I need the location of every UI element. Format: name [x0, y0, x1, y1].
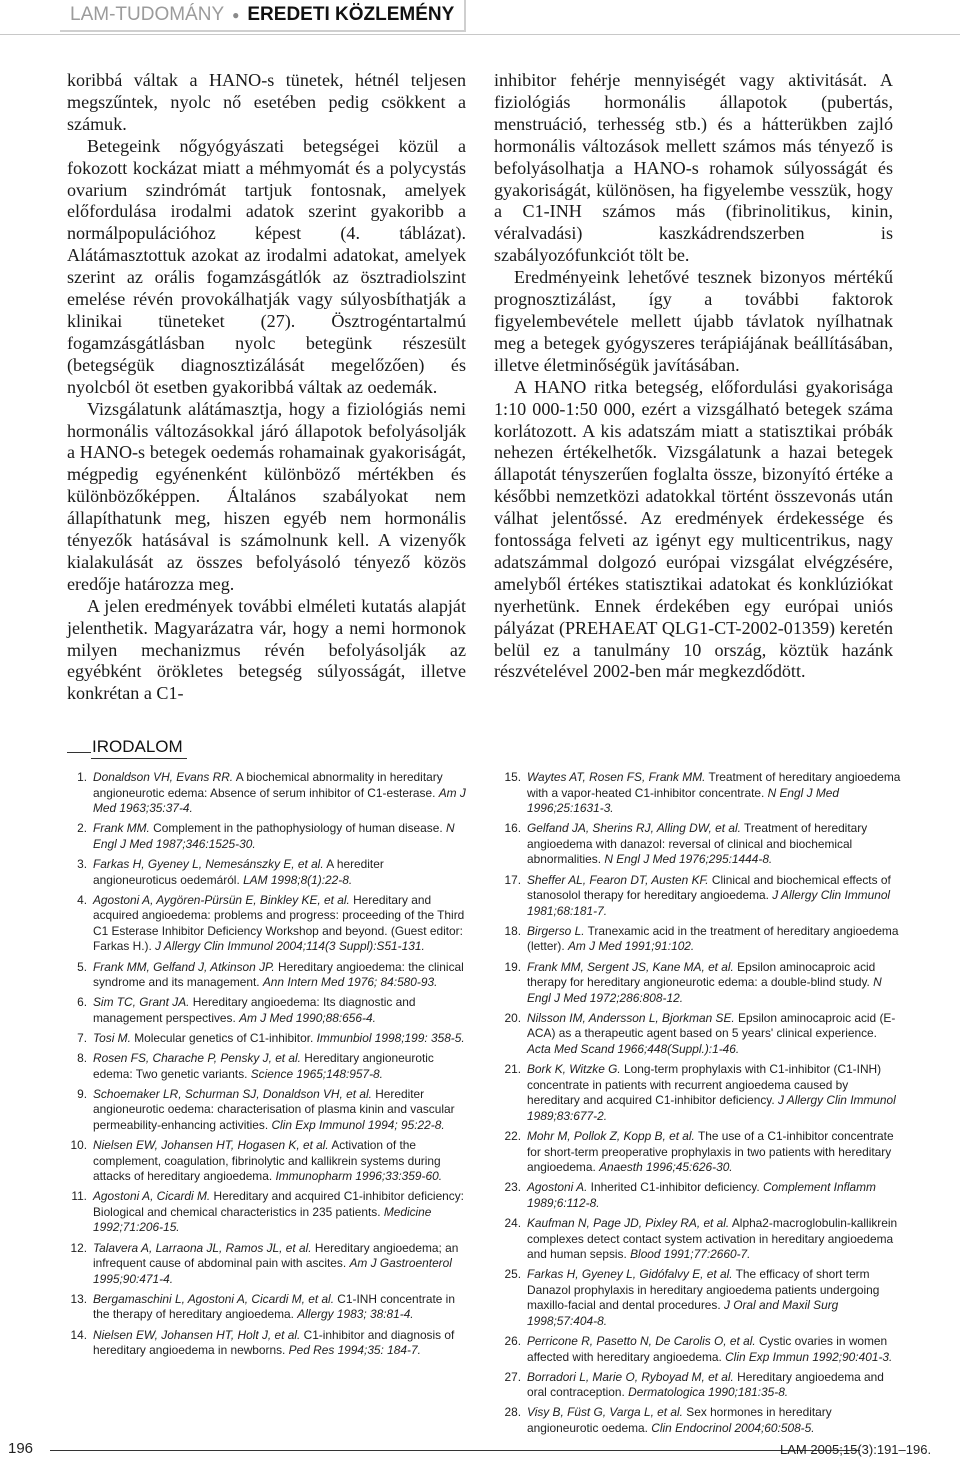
reference-list — [67, 770, 903, 1441]
reference-authors: Farkas H, Gyeney L, Nemesánszky E, et al. — [93, 856, 324, 871]
journal-section: LAM-TUDOMÁNY — [70, 4, 225, 25]
reference-source: LAM 1998;8(1):22-8. — [243, 872, 353, 887]
reference-source: Anaesth 1996;45:626-30. — [599, 1160, 733, 1175]
reference-number: 12. — [70, 1240, 87, 1255]
reference-title: Herediter angioneurotic oedema: characterisation of plasma kinin and vascular permeability-enhancing activities. — [93, 1086, 455, 1132]
reference-item — [67, 1189, 469, 1236]
reference-source: Am J Gastroenterol 1995;90:471-4. — [93, 1256, 452, 1286]
journal-header — [0, 0, 960, 36]
reference-authors: Frank MM. — [93, 821, 150, 836]
reference-source: N Engl J Med 1976;295:1444-8. — [604, 852, 773, 867]
reference-item — [67, 893, 469, 955]
reference-title: Molecular genetics of C1-inhibitor. — [130, 1030, 317, 1045]
bullet-separator: ● — [232, 8, 240, 22]
reference-column-right — [501, 770, 903, 1441]
reference-title: Inherited C1-inhibitor deficiency. — [587, 1180, 763, 1195]
reference-item — [67, 1138, 469, 1185]
reference-number: 22. — [504, 1128, 521, 1143]
reference-source: Medicine 1992;71:206-15. — [93, 1204, 432, 1235]
reference-title: A biochemical abnormality in hereditary angioneurotic edema: Absence of serum inhibitor of C1-esterase. — [93, 770, 443, 800]
header-label-box — [60, 0, 466, 32]
reference-title: Tranexamic acid in the treatment of hereditary angioedema (letter). — [527, 923, 899, 954]
reference-source: Am J Med 1991;91:102. — [567, 939, 695, 954]
reference-item — [501, 770, 903, 817]
reference-column-left — [67, 770, 469, 1441]
reference-authors: Schoemaker LR, Schurman SJ, Donaldson VH, et al. — [93, 1086, 372, 1101]
reference-source: Clin Exp Immunol 1994; 95:22-8. — [271, 1117, 445, 1132]
reference-number: 15. — [504, 770, 521, 784]
reference-source: Complement Inflamm 1989;6:112-8. — [527, 1180, 876, 1210]
body-paragraph: Betegeink nőgyógyászati betegségei közül a fokozott kockázat miatt a méhmyomát és a polycystás ovarium szindrómát tartjuk fontosnak, amelyek előfordulása irodalmi adatok szerint gyakoribb a normálpopulációhoz képest (4. táblázat). Alátámasztottuk azokat az irodalmi adatokat, amelyek szerint az orális fogamzásgátlók az ösztradiolszint emelése révén provokálhatják vagy súlyosbíthatják a klinikai tüneteket (27). Ösztrogéntartalmú fogamzásgátlásban nyolc betegünk részesült (betegségük diagnosztizálását megelőzően) és nyolcból öt esetben gyakoribbá váltak az oedemák. — [67, 135, 466, 397]
reference-authors: Bergamaschini L, Agostoni A, Cicardi M, et al. — [93, 1291, 334, 1306]
reference-title: The use of a C1-inhibitor concentrate for short-term preoperative prophylaxis in two patients with hereditary angioedema. — [527, 1128, 894, 1175]
reference-number: 16. — [504, 821, 521, 836]
reference-item — [501, 1370, 903, 1401]
reference-title: Epsilon aminocaproic acid (E-ACA) as a therapeutic agent based on 5 years' clinical experience. — [527, 1010, 896, 1041]
reference-authors: Perricone R, Pasetto N, De Carolis O, et al. — [527, 1334, 756, 1349]
footer-rule — [50, 1450, 860, 1451]
reference-item — [501, 1334, 903, 1365]
reference-number: 21. — [504, 1062, 521, 1077]
reference-title: Epsilon aminocaproic acid therapy for hereditary angioneurotic edema: a double-blind study. — [527, 959, 876, 990]
reference-item — [67, 770, 469, 817]
reference-source: Allergy 1983; 38:81-4. — [297, 1307, 414, 1322]
reference-title: Activation of the complement, coagulation, fibrinolytic and kallikrein systems during attacks of hereditary angioedema. — [93, 1137, 441, 1184]
reference-source: Blood 1991;77:2660-7. — [630, 1247, 751, 1262]
reference-number: 7. — [77, 1030, 87, 1045]
reference-authors: Agostoni A, Cicardi M. — [93, 1189, 211, 1204]
reference-authors: Agostoni A. — [527, 1180, 588, 1195]
reference-item — [501, 821, 903, 868]
reference-title: Clinical and biochemical effects of stanosolol therapy for hereditary angioedema. — [527, 872, 891, 903]
reference-item — [501, 1216, 903, 1263]
reference-number: 17. — [504, 872, 521, 887]
reference-number: 9. — [77, 1086, 87, 1101]
reference-number: 8. — [77, 1051, 87, 1065]
reference-authors: Birgerso L. — [527, 923, 585, 938]
reference-item — [67, 1241, 469, 1288]
reference-authors: Sim TC, Grant JA. — [93, 995, 190, 1010]
reference-item — [67, 1087, 469, 1134]
reference-authors: Gelfand JA, Sherins RJ, Alling DW, et al. — [527, 821, 741, 836]
reference-source: J Oral and Maxil Surg 1998;57:404-8. — [527, 1298, 839, 1328]
reference-item — [67, 857, 469, 888]
page-number: 196 — [8, 1440, 34, 1457]
reference-title: Treatment of hereditary angioedema with danazol: reversal of clinical and biochemical abnormalities. — [527, 821, 868, 867]
reference-authors: Borradori L, Marie O, Ryboyad M, et al. — [527, 1369, 734, 1384]
reference-source: Dermatologica 1990;181:35-8. — [628, 1385, 789, 1400]
references-heading — [67, 736, 207, 760]
reference-item — [501, 873, 903, 920]
reference-authors: Farkas H, Gyeney L, Gidófalvy E, et al. — [527, 1267, 733, 1282]
page-footer — [0, 1428, 960, 1472]
reference-authors: Rosen FS, Charache P, Pensky J, et al. — [93, 1051, 301, 1065]
body-paragraph: Eredményeink lehetővé tesznek bizonyos mértékű prognosztizálást, így a további faktorok figyelembevétele mellett újabb távlatok nyílhatnak meg a betegek gyógyszeres terápiájának beállításában, illetve életminőségük javításában. — [494, 267, 893, 375]
reference-source: Clin Exp Immun 1992;90:401-3. — [725, 1349, 893, 1364]
reference-authors: Talavera A, Larraona JL, Ramos JL, et al. — [93, 1240, 312, 1255]
reference-source: Science 1965;148:957-8. — [250, 1066, 383, 1081]
reference-item — [67, 1328, 469, 1359]
reference-number: 2. — [77, 821, 87, 836]
reference-source: J Allergy Clin Immunol 2004;114(3 Suppl):S51-131. — [155, 939, 425, 954]
reference-title: Hereditary angioedema and oral contraception. — [527, 1369, 884, 1400]
reference-source: Immunopharm 1996;33:359-60. — [275, 1169, 443, 1184]
reference-title: Hereditary and acquired C1-inhibitor deficiency: Biological and chemical characteristics in 235 patients. — [93, 1189, 464, 1219]
reference-item — [67, 1292, 469, 1323]
body-paragraph: A jelen eredmények további elméleti kutatás alapját jelenthetik. Magyarázatra vár, hogy a nemi hormonok milyen mechanizmus révén befolyásolják az egyébként örökletes betegség súlyosságát, illetve konkrétan a C1- — [67, 595, 466, 704]
reference-authors: Bork K, Witzke G. — [527, 1062, 621, 1077]
reference-item — [501, 1062, 903, 1124]
reference-item — [501, 960, 903, 1007]
reference-title: A herediter angioneuroticus oedemáról. — [93, 856, 384, 887]
reference-item — [67, 960, 469, 991]
reference-number: 18. — [504, 923, 521, 938]
body-paragraph: inhibitor fehérje mennyiségét vagy aktivitását. A fiziológiás hormonális állapotok (pubertás, menstruáció, terhesség stb.) és a hátterükben zajló hormonális változások mellett számos más tényező is befolyásolhatja a HANO-s rohamok súlyosságát és gyakoriságát, különösen, ha figyelembe vesszük, hogy a C1-INH számos más (fibrinolitikus, kinin, véralvadási) kaszkádrendszerben is szabályozófunkciót tölt be. — [494, 70, 893, 266]
reference-number: 28. — [504, 1405, 521, 1420]
reference-authors: Donaldson VH, Evans RR. — [93, 770, 234, 784]
reference-source: Immunbiol 1998;199: 358-5. — [316, 1030, 465, 1045]
reference-item — [67, 1051, 469, 1082]
reference-source: Am J Med 1963;35:37-4. — [93, 785, 466, 816]
reference-number: 3. — [77, 856, 87, 871]
reference-number: 4. — [77, 892, 87, 907]
reference-item — [501, 1011, 903, 1058]
reference-title: C1-INH concentrate in the therapy of hereditary angioedema. — [93, 1291, 455, 1322]
reference-number: 23. — [504, 1180, 521, 1195]
reference-number: 26. — [504, 1334, 521, 1349]
reference-authors: Nilsson IM, Andersson L, Bjorkman SE. — [527, 1010, 735, 1025]
reference-title: The efficacy of short term Danazol prophylaxis in hereditary angioedema patients undergoing maxillo-facial and dental procedures. — [527, 1267, 880, 1313]
reference-number: 25. — [504, 1267, 521, 1282]
heading-rule — [67, 752, 91, 753]
reference-authors: Nielsen EW, Johansen HT, Holt J, et al. — [93, 1327, 301, 1342]
body-paragraph: koribbá váltak a HANO-s tünetek, hétnél teljesen megszűntek, nyolc nő esetében pedig csökkent a számuk. — [67, 70, 466, 134]
reference-title: Sex hormones in hereditary angioneurotic oedema. — [527, 1405, 832, 1436]
reference-source: N Engl J Med 1972;286:808-12. — [527, 975, 882, 1005]
reference-number: 20. — [504, 1010, 521, 1025]
body-column-right — [494, 70, 893, 705]
reference-authors: Nielsen EW, Johansen HT, Hogasen K, et al. — [93, 1137, 329, 1152]
reference-item — [501, 1129, 903, 1176]
reference-number: 27. — [504, 1369, 521, 1384]
reference-number: 19. — [504, 959, 521, 974]
reference-source: Acta Med Scand 1966;448(Suppl.):1-46. — [527, 1042, 740, 1056]
reference-title: Cystic ovaries in women affected with hereditary angioedema. — [527, 1334, 888, 1364]
reference-number: 24. — [504, 1215, 521, 1230]
reference-authors: Waytes AT, Rosen FS, Frank MM. — [527, 770, 706, 784]
reference-authors: Kaufman N, Page JD, Pixley RA, et al. — [527, 1215, 730, 1230]
reference-number: 13. — [70, 1291, 87, 1306]
reference-title: Complement in the pathophysiology of human disease. — [149, 821, 446, 836]
reference-source: Am J Med 1990;88:656-4. — [239, 1010, 376, 1025]
references-title: IRODALOM — [91, 736, 187, 759]
reference-source: N Engl J Med 1987;346:1525-30. — [93, 821, 455, 851]
reference-title: Hereditary and acquired angioedema: problems and progress: proceeding of the Third C1 Esterase Inhibitor Deficiency Workshop and beyond. (Guest editor: Farkas H.). — [93, 892, 465, 954]
reference-number: 6. — [77, 995, 87, 1010]
reference-item — [501, 1180, 903, 1211]
reference-source: Clin Endocrinol 2004;60:508-5. — [651, 1421, 815, 1436]
reference-authors: Agostoni A, Aygören-Pürsün E, Binkley KE, et al. — [93, 892, 350, 907]
reference-number: 11. — [71, 1189, 87, 1204]
body-paragraph: Vizsgálatunk alátámasztja, hogy a fiziológiás nemi hormonális változásokkal járó állapotok befolyásolják a HANO-s betegek oedemás rohamainak gyakoriságát, mégpedig egyénenként különböző mértékben és különbözőképpen. Általános szabályokat nem állapíthatunk meg, hiszen egyéb nem hormonális tényezők hatásával is számolnunk kell. A vizenyők kialakulását az összes befolyásoló tényező közös eredője határozza meg. — [67, 398, 466, 594]
reference-authors: Frank MM, Sergent JS, Kane MA, et al. — [527, 959, 734, 974]
reference-source: J Allergy Clin Immunol 1981;68:181-7. — [527, 888, 891, 918]
reference-title: Hereditary angioedema: Its diagnostic and management perspectives. — [93, 995, 416, 1025]
body-paragraph: A HANO ritka betegség, előfordulási gyakorisága 1:10 000-1:50 000, ezért a vizsgálható betegek száma korlátozott. A kis adatszám miatt a statisztikai próbák nehezen értékelhetők. Vizsgálatunk a hazai betegek állapotát tényszerűen foglalta össze, bizonyító értéke a későbbi nemzetközi adatokkal történt összevonás után válhat jelentőssé. Az eredmények érdekessége és fontossága felveti az igényt egy multicentrikus, nagy adatszámmal dolgozó európai vizsgálat elvégzésére, amelyből értékes statisztikai adatokat és konklúziókat nyerhetünk. Ennek érdekében egy európai uniós pályázat (PREHAEAT QLG1-CT-2002-01359) keretén belül ez a tanulmány 10 ország, köztük hazánk részvételével 2002-ben már megkezdődött. — [494, 376, 893, 682]
reference-title: Alpha2-macroglobulin-kallikrein complexes detect contact system activation in hereditary angioedema and human sepsis. — [527, 1215, 898, 1262]
body-text — [67, 70, 893, 705]
article-type: EREDETI KÖZLEMÉNY — [247, 4, 455, 25]
reference-authors: Frank MM, Gelfand J, Atkinson JP. — [93, 959, 275, 974]
reference-item — [501, 924, 903, 955]
reference-source: Ped Res 1994;35: 184-7. — [288, 1343, 421, 1358]
reference-item — [67, 995, 469, 1026]
reference-title: C1-inhibitor and diagnosis of hereditary angioedema in newborns. — [93, 1327, 455, 1358]
reference-authors: Sheffer AL, Fearon DT, Austen KF. — [527, 872, 709, 887]
reference-authors: Mohr M, Pollok Z, Kopp B, et al. — [527, 1128, 695, 1143]
reference-source: J Allergy Clin Immunol 1989;83:677-2. — [527, 1093, 896, 1123]
body-column-left — [67, 70, 466, 705]
reference-number: 10. — [70, 1137, 87, 1152]
reference-item — [67, 1031, 469, 1047]
reference-source: Ann Intern Med 1976; 84:580-93. — [262, 975, 438, 990]
reference-title: Hereditary angioedema: the clinical syndrome and its management. — [93, 959, 464, 990]
journal-citation: LAM 2005;15(3):191–196. — [780, 1442, 932, 1457]
reference-item — [67, 821, 469, 852]
reference-authors: Tosi M. — [93, 1030, 131, 1045]
reference-number: 1. — [77, 770, 87, 784]
reference-title: Hereditary angioedema; an infrequent cause of abdominal pain with ascites. — [93, 1240, 459, 1271]
reference-item — [501, 1267, 903, 1329]
reference-title: Hereditary angioneurotic edema: Two genetic variants. — [93, 1051, 434, 1081]
reference-source: N Engl J Med 1996;25:1631-3. — [527, 785, 839, 816]
reference-number: 14. — [70, 1327, 87, 1342]
reference-number: 5. — [77, 959, 87, 974]
reference-title: Treatment of hereditary angioedema with a vapor-heated C1-inhibitor concentrate. — [527, 770, 901, 800]
reference-authors: Visy B, Füst G, Varga L, et al. — [527, 1405, 683, 1420]
reference-title: Long-term prophylaxis with C1-inhibitor (C1-INH) concentrate in patients with recurrent angioedema caused by hereditary and acquired C1-inhibitor deficiency. — [527, 1062, 882, 1108]
